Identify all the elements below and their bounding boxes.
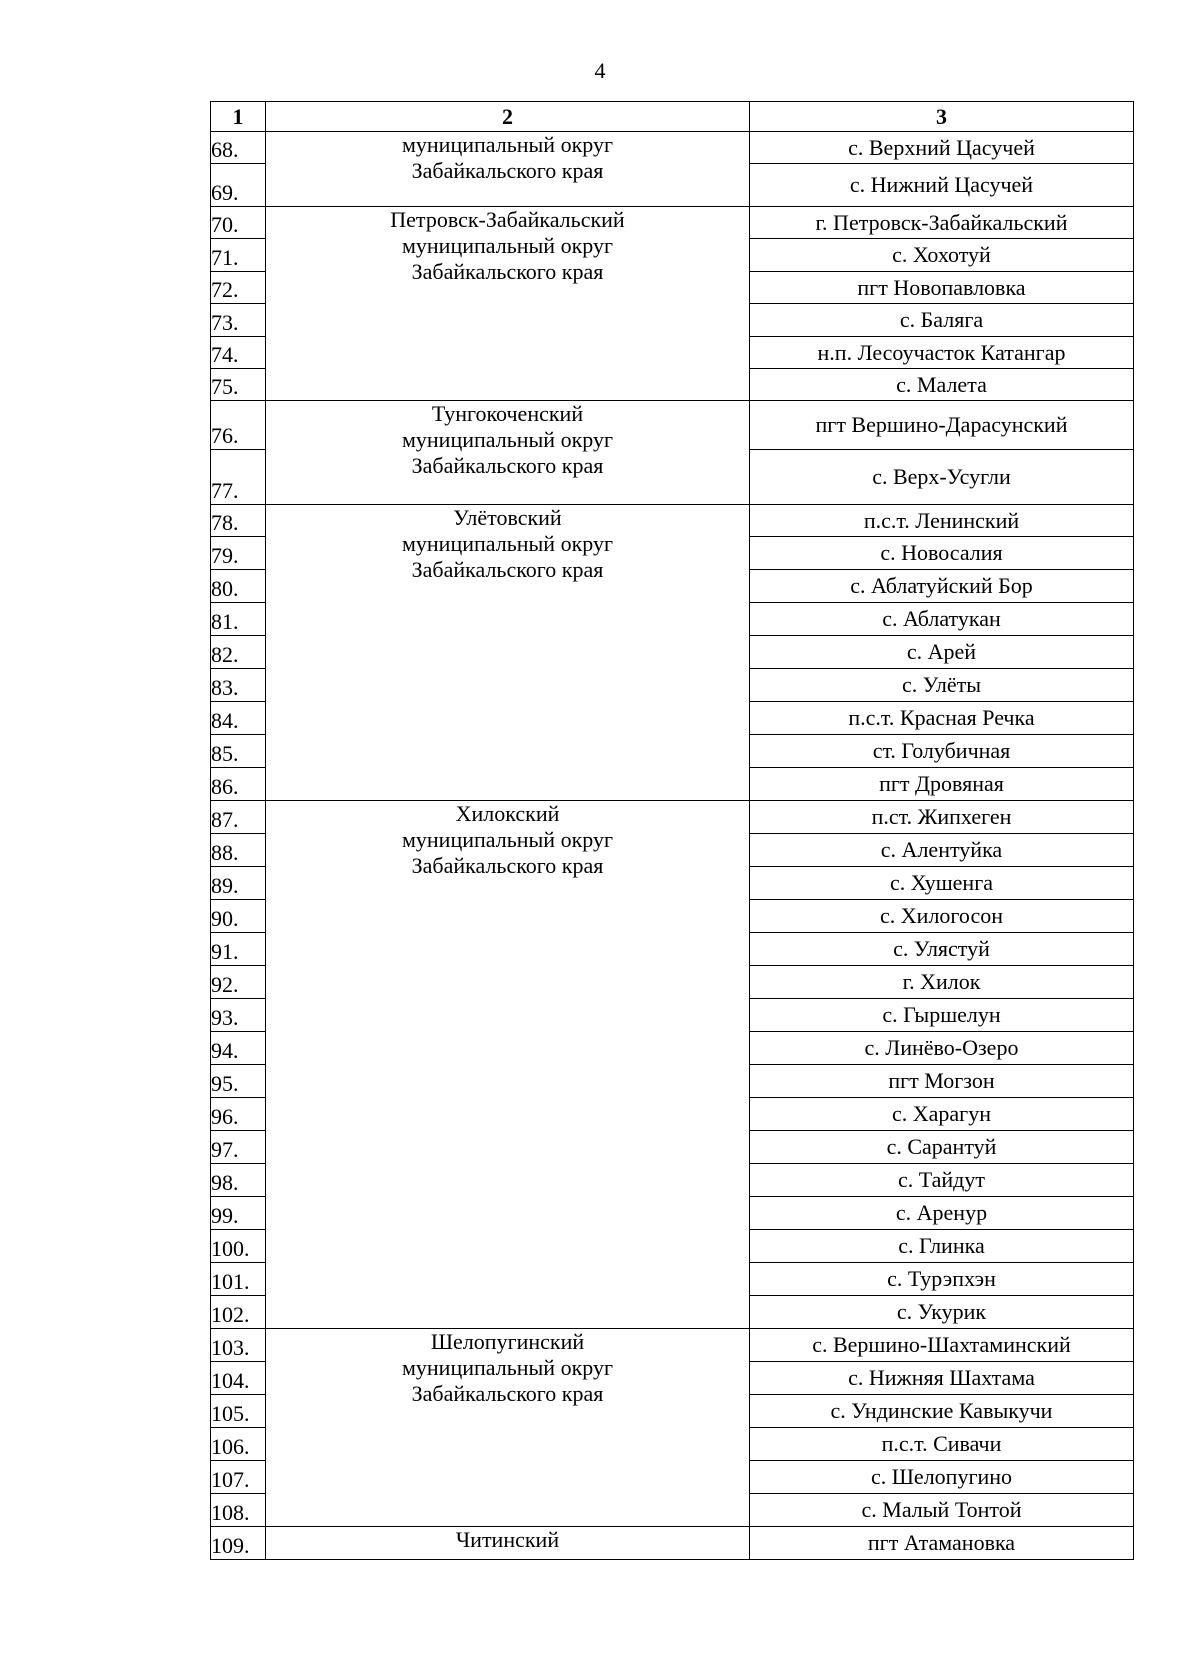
district-name-line: Улётовский <box>453 505 562 530</box>
row-number: 97. <box>211 1131 266 1164</box>
row-number: 76. <box>211 401 266 450</box>
district-name-line: Забайкальского края <box>411 557 604 582</box>
row-number: 104. <box>211 1362 266 1395</box>
row-number: 71. <box>211 239 266 272</box>
settlement-name: п.с.т. Красная Речка <box>750 702 1134 735</box>
table-row <box>211 401 1134 450</box>
row-number: 103. <box>211 1329 266 1362</box>
settlement-name: с. Малый Тонтой <box>750 1494 1134 1527</box>
row-number: 77. <box>211 450 266 505</box>
row-number: 81. <box>211 603 266 636</box>
district-name <box>266 1329 750 1527</box>
page-number: 4 <box>594 58 606 83</box>
table-row <box>211 132 1134 164</box>
table-row <box>211 505 1134 537</box>
settlement-name: г. Петровск-Забайкальский <box>750 207 1134 239</box>
settlement-name: пгт Могзон <box>750 1065 1134 1098</box>
settlement-name: пгт Новопавловка <box>750 272 1134 304</box>
row-number: 105. <box>211 1395 266 1428</box>
settlement-name: с. Тайдут <box>750 1164 1134 1197</box>
row-number: 79. <box>211 537 266 570</box>
table-row <box>211 801 1134 834</box>
row-number: 83. <box>211 669 266 702</box>
row-number: 73. <box>211 304 266 337</box>
settlement-name: с. Новосалия <box>750 537 1134 570</box>
settlement-name: ст. Голубичная <box>750 735 1134 768</box>
district-name <box>266 401 750 505</box>
settlement-name: с. Укурик <box>750 1296 1134 1329</box>
district-name-line: муниципальный округ <box>401 132 613 157</box>
settlement-name: с. Глинка <box>750 1230 1134 1263</box>
district-name-line: муниципальный округ <box>401 531 613 556</box>
settlement-name: п.ст. Жипхеген <box>750 801 1134 834</box>
settlement-name: с. Линёво-Озеро <box>750 1032 1134 1065</box>
row-number: 100. <box>211 1230 266 1263</box>
settlement-name: с. Алентуйка <box>750 834 1134 867</box>
settlement-name: с. Хохотуй <box>750 239 1134 272</box>
row-number: 98. <box>211 1164 266 1197</box>
row-number: 72. <box>211 272 266 304</box>
row-number: 68. <box>211 132 266 164</box>
row-number: 69. <box>211 164 266 207</box>
settlement-name: с. Шелопугино <box>750 1461 1134 1494</box>
settlement-name: с. Аренур <box>750 1197 1134 1230</box>
row-number: 101. <box>211 1263 266 1296</box>
row-number: 89. <box>211 867 266 900</box>
settlements-table <box>210 101 1134 1560</box>
settlement-name: г. Хилок <box>750 966 1134 999</box>
settlement-name: с. Ундинские Кавыкучи <box>750 1395 1134 1428</box>
district-name-line: муниципальный округ <box>401 827 613 852</box>
row-number: 91. <box>211 933 266 966</box>
row-number: 80. <box>211 570 266 603</box>
settlement-name: с. Нижняя Шахтама <box>750 1362 1134 1395</box>
district-name-line: Забайкальского края <box>411 853 604 878</box>
district-name-line: Забайкальского края <box>411 158 604 183</box>
header-col-1: 1 <box>211 102 266 132</box>
district-name-line: Забайкальского края <box>411 259 604 284</box>
row-number: 109. <box>211 1527 266 1560</box>
row-number: 86. <box>211 768 266 801</box>
row-number: 106. <box>211 1428 266 1461</box>
row-number: 87. <box>211 801 266 834</box>
row-number: 95. <box>211 1065 266 1098</box>
row-number: 85. <box>211 735 266 768</box>
row-number: 92. <box>211 966 266 999</box>
settlement-name: пгт Дровяная <box>750 768 1134 801</box>
row-number: 82. <box>211 636 266 669</box>
row-number: 96. <box>211 1098 266 1131</box>
district-name-line: муниципальный округ <box>401 233 613 258</box>
district-name-line: муниципальный округ <box>401 427 613 452</box>
row-number: 78. <box>211 505 266 537</box>
district-name-line: Шелопугинский <box>430 1329 585 1354</box>
settlement-name: с. Нижний Цасучей <box>750 164 1134 207</box>
row-number: 107. <box>211 1461 266 1494</box>
district-name <box>266 505 750 801</box>
row-number: 84. <box>211 702 266 735</box>
district-name-line: Забайкальского края <box>411 453 604 478</box>
settlement-name: с. Турэпхэн <box>750 1263 1134 1296</box>
settlement-name: с. Аблатуйский Бор <box>750 570 1134 603</box>
table-header-row <box>211 102 1134 132</box>
settlement-name: с. Арей <box>750 636 1134 669</box>
settlement-name: с. Хушенга <box>750 867 1134 900</box>
district-name-line: Хилокский <box>455 801 560 826</box>
district-name <box>266 801 750 1329</box>
header-col-3: 3 <box>750 102 1134 132</box>
settlement-name: с. Харагун <box>750 1098 1134 1131</box>
row-number: 88. <box>211 834 266 867</box>
district-name-line: Петровск-Забайкальский <box>390 207 625 232</box>
district-name-line: муниципальный округ <box>401 1355 613 1380</box>
settlement-name: с. Сарантуй <box>750 1131 1134 1164</box>
settlement-name: с. Гыршелун <box>750 999 1134 1032</box>
table-row <box>211 1329 1134 1362</box>
row-number: 74. <box>211 337 266 369</box>
row-number: 90. <box>211 900 266 933</box>
settlement-name: с. Баляга <box>750 304 1134 337</box>
row-number: 93. <box>211 999 266 1032</box>
settlement-name: с. Верх-Усугли <box>750 450 1134 505</box>
settlement-name: с. Малета <box>750 369 1134 401</box>
settlement-name: с. Улястуй <box>750 933 1134 966</box>
district-name-line: Тунгокоченский <box>431 401 584 426</box>
settlement-name: пгт Вершино-Дарасунский <box>750 401 1134 450</box>
settlement-name: с. Верхний Цасучей <box>750 132 1134 164</box>
district-name-line: Читинский <box>455 1527 560 1552</box>
settlement-name: пгт Атамановка <box>750 1527 1134 1560</box>
row-number: 94. <box>211 1032 266 1065</box>
settlement-name: н.п. Лесоучасток Катангар <box>750 337 1134 369</box>
settlement-name: с. Улёты <box>750 669 1134 702</box>
district-name <box>266 132 750 207</box>
district-name <box>266 207 750 401</box>
header-col-2: 2 <box>266 102 750 132</box>
settlement-name: с. Вершино-Шахтаминский <box>750 1329 1134 1362</box>
row-number: 75. <box>211 369 266 401</box>
settlement-name: с. Аблатукан <box>750 603 1134 636</box>
row-number: 70. <box>211 207 266 239</box>
settlement-name: п.с.т. Сивачи <box>750 1428 1134 1461</box>
district-name <box>266 1527 750 1560</box>
settlement-name: с. Хилогосон <box>750 900 1134 933</box>
row-number: 99. <box>211 1197 266 1230</box>
settlement-name: п.с.т. Ленинский <box>750 505 1134 537</box>
row-number: 102. <box>211 1296 266 1329</box>
table-body <box>211 132 1134 1560</box>
table-row <box>211 207 1134 239</box>
district-name-line: Забайкальского края <box>411 1381 604 1406</box>
row-number: 108. <box>211 1494 266 1527</box>
table-row <box>211 1527 1134 1560</box>
